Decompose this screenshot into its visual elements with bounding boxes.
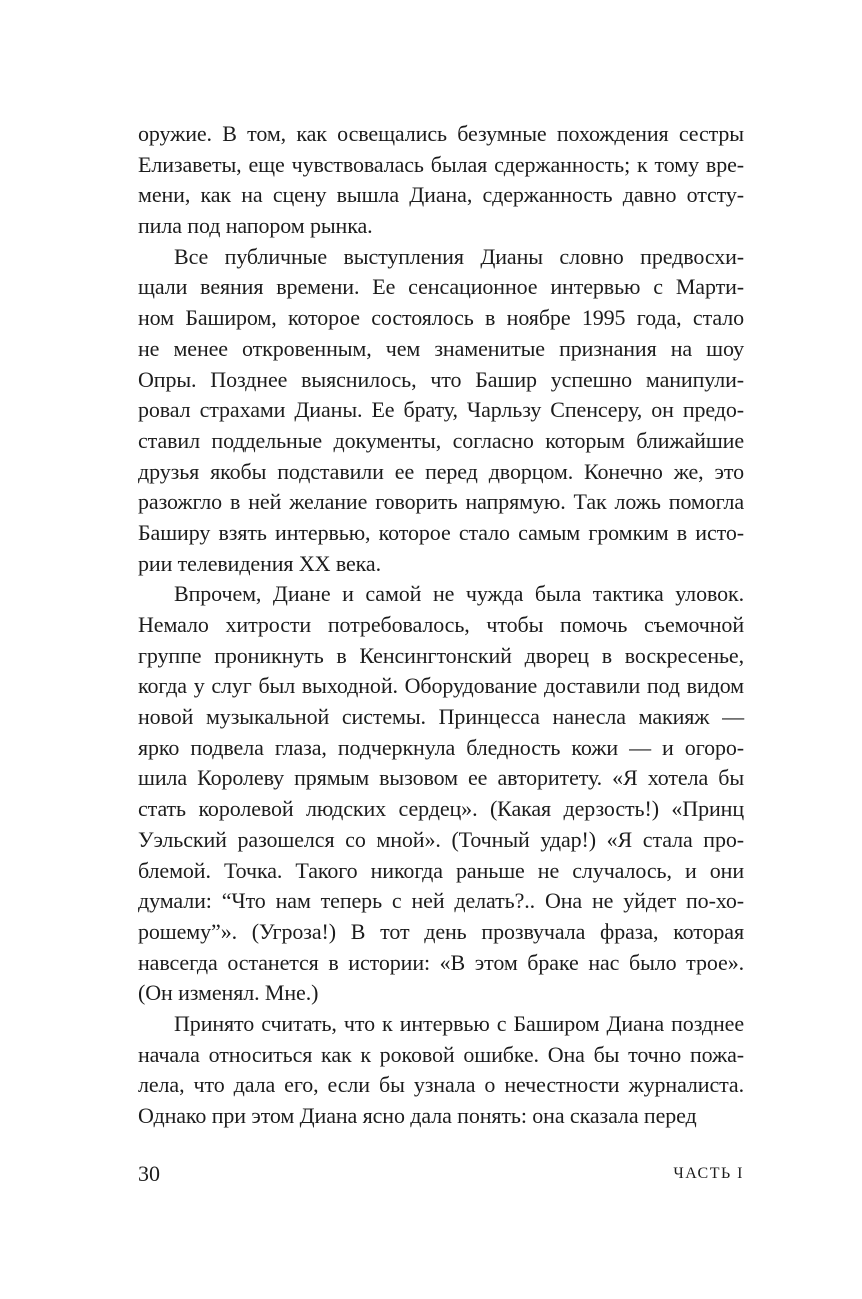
text-line: начала относиться как к роковой ошибке. Она бы точно пожа-: [138, 1041, 744, 1067]
text-line: не менее откровенным, чем знаменитые признания на шоу: [138, 335, 744, 361]
text-line: стать королевой людских сердец». (Какая дерзость!) «Принц: [138, 796, 744, 822]
paragraph: [138, 242, 744, 580]
text-line: Елизаветы, еще чувствовалась былая сдержанность; к тому вре-: [138, 151, 744, 177]
body-text: [138, 119, 744, 1132]
text-line: Впрочем, Диане и самой не чужда была тактика уловок.: [174, 581, 744, 607]
page-footer: [138, 1159, 744, 1189]
text-line: группе проникнуть в Кенсингтонский дворец в воскресенье,: [138, 642, 744, 668]
text-line: пила под напором рынка.: [138, 213, 373, 239]
text-line: Немало хитрости потребовалось, чтобы помочь съемочной: [138, 612, 744, 637]
text-line: Все публичные выступления Дианы словно предвосхи-: [174, 243, 744, 269]
text-line: лела, что дала его, если бы узнала о нечестности журналиста.: [138, 1072, 744, 1098]
text-line: Уэльский разошелся со мной». (Точный удар!) «Я стала про-: [138, 826, 744, 852]
text-line: оружие. В том, как освещались безумные похождения сестры: [138, 121, 744, 146]
text-line: блемой. Точка. Такого никогда раньше не случалось, и они: [138, 857, 744, 883]
page-number: 30: [138, 1161, 160, 1186]
paragraph: [138, 1009, 744, 1132]
text-line: думали: “Что нам теперь с ней делать?.. Она не уйдет по-хо-: [138, 888, 744, 914]
running-head: ЧАСТЬ I: [673, 1165, 744, 1182]
text-line: когда у слуг был выходной. Оборудование доставили под видом: [138, 673, 744, 699]
text-line: Опры. Позднее выяснилось, что Башир успешно манипули-: [138, 366, 744, 392]
text-line: Однако при этом Диана ясно дала понять: она сказала перед: [138, 1103, 697, 1128]
text-line: щали веяния времени. Ее сенсационное интервью с Марти-: [138, 274, 744, 300]
text-line: новой музыкальной системы. Принцесса нанесла макияж —: [138, 704, 744, 730]
paragraph: [138, 579, 744, 1009]
text-line: (Он изменял. Мне.): [138, 980, 319, 1006]
text-line: рошему”». (Угроза!) В тот день прозвучала фраза, которая: [138, 918, 744, 944]
text-line: мени, как на сцену вышла Диана, сдержанность давно отсту-: [138, 182, 744, 208]
text-line: рии телевидения XX века.: [138, 550, 381, 576]
text-line: Принято считать, что к интервью с Баширом Диана позднее: [174, 1010, 744, 1036]
text-line: разожгло в ней желание говорить напрямую. Так ложь помогла: [138, 489, 744, 515]
text-line: друзья якобы подставили ее перед дворцом. Конечно же, это: [138, 458, 744, 484]
text-line: ном Баширом, которое состоялось в ноябре 1995 года, стало: [138, 305, 744, 331]
text-line: навсегда останется в истории: «В этом браке нас было трое».: [138, 949, 744, 975]
text-line: ярко подвела глаза, подчеркнула бледность кожи — и огоро-: [138, 734, 744, 760]
text-line: шила Королеву прямым вызовом ее авторитету. «Я хотела бы: [138, 765, 744, 791]
text-line: Баширу взять интервью, которое стало самым громким в исто-: [138, 519, 744, 545]
text-line: ровал страхами Дианы. Ее брату, Чарльзу Спенсеру, он предо-: [138, 397, 744, 423]
text-line: ставил поддельные документы, согласно которым ближайшие: [138, 427, 744, 453]
paragraph: [138, 119, 744, 242]
